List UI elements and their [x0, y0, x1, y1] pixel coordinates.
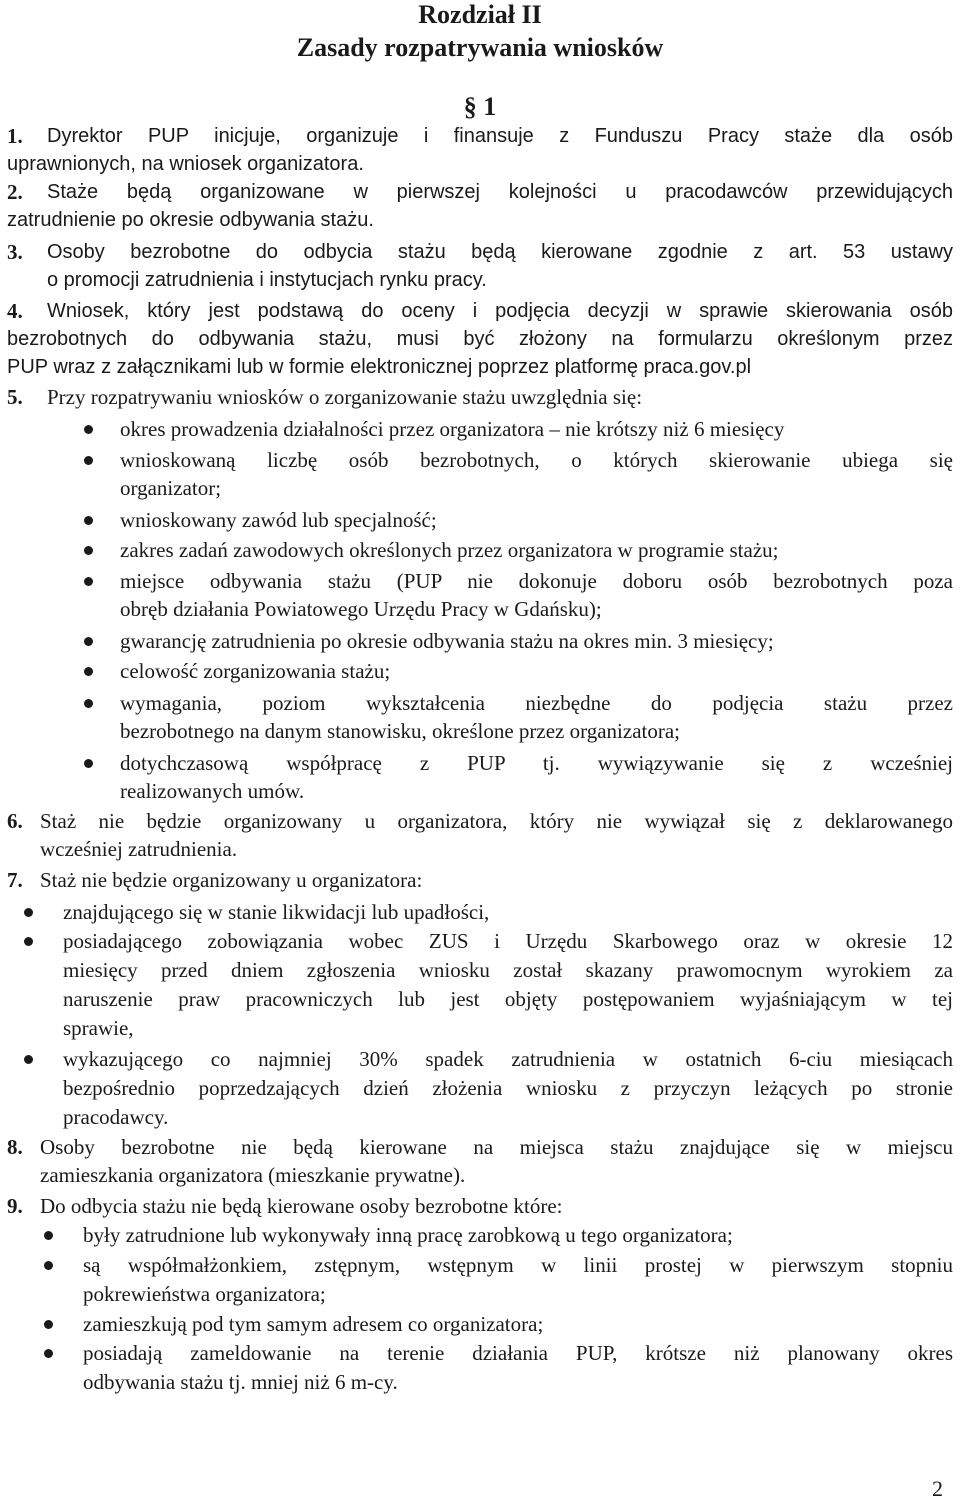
bullet-icon	[84, 456, 93, 465]
item-number: 4.	[7, 299, 23, 323]
item-text-line: wcześniej zatrudnienia.	[40, 837, 238, 861]
list-item-line: posiadają zameldowanie na terenie działania PUP, krótsze niż planowany okres	[83, 1341, 953, 1365]
item-text-line: Przy rozpatrywaniu wniosków o zorganizowanie stażu uwzględnia się:	[47, 385, 643, 409]
list-item-line: obręb działania Powiatowego Urzędu Pracy w Gdańsku);	[120, 597, 602, 621]
item-text-line: Osoby bezrobotne nie będą kierowane na miejsca stażu znajdujące się w miejscu	[40, 1135, 953, 1159]
list-item-line: zakres zadań zawodowych określonych przez organizatora w programie stażu;	[120, 538, 779, 562]
list-item-line: pokrewieństwa organizatora;	[83, 1282, 326, 1306]
item-number: 5.	[7, 385, 23, 409]
bullet-icon	[44, 1261, 53, 1270]
item-text-line: uprawnionych, na wniosek organizatora.	[7, 153, 364, 175]
bullet-icon	[84, 577, 93, 586]
list-item-line: wykazującego co najmniej 30% spadek zatrudnienia w ostatnich 6-ciu miesiącach	[63, 1047, 953, 1071]
bullet-icon	[44, 1320, 53, 1329]
bullet-icon	[84, 637, 93, 646]
item-number: 2.	[7, 180, 23, 204]
item-text-line: Staż nie będzie organizowany u organizatora, który nie wywiązał się z deklarowanego	[40, 809, 953, 833]
bullet-icon	[24, 908, 33, 917]
list-item-line: bezpośrednio poprzedzających dzień złożenia wniosku z przyczyn leżących po stronie	[63, 1076, 953, 1100]
list-item-line: miejsce odbywania stażu (PUP nie dokonuje doboru osób bezrobotnych poza	[120, 569, 953, 593]
list-item-line: miesięcy przed dniem zgłoszenia wniosku został skazany prawomocnym wyrokiem za	[63, 958, 953, 982]
page-number: 2	[932, 1476, 943, 1501]
item-number: 6.	[7, 809, 23, 833]
item-text-line: Wniosek, który jest podstawą do oceny i podjęcia decyzji w sprawie skierowania osób	[47, 300, 953, 322]
list-item-line: znajdującego się w stanie likwidacji lub upadłości,	[63, 900, 490, 924]
item-text-line: PUP wraz z załącznikami lub w formie elektronicznej poprzez platformę praca.gov.pl	[7, 356, 752, 378]
item-text-line: Dyrektor PUP inicjuje, organizuje i finansuje z Funduszu Pracy staże dla osób	[47, 125, 953, 147]
list-item-line: gwarancję zatrudnienia po okresie odbywania stażu na okres min. 3 miesięcy;	[120, 629, 774, 653]
item-text-line: Osoby bezrobotne do odbycia stażu będą kierowane zgodnie z art. 53 ustawy	[47, 241, 953, 263]
list-item-line: sprawie,	[63, 1016, 134, 1040]
item-number: 9.	[7, 1194, 23, 1218]
item-text-line: bezrobotnych do odbywania stażu, musi być złożony na formularzu określonym przez	[7, 328, 953, 350]
bullet-icon	[84, 667, 93, 676]
list-item-line: odbywania stażu tj. mniej niż 6 m-cy.	[83, 1370, 398, 1394]
list-item-line: wymagania, poziom wykształcenia niezbędne do podjęcia stażu przez	[120, 691, 953, 715]
bullet-icon	[84, 546, 93, 555]
list-item-line: są współmałżonkiem, zstępnym, wstępnym w linii prostej w pierwszym stopniu	[83, 1253, 953, 1277]
item-text-line: zamieszkania organizatora (mieszkanie prywatne).	[40, 1163, 466, 1187]
list-item-line: naruszenie praw pracowniczych lub jest objęty postępowaniem wyjaśniającym w tej	[63, 987, 953, 1011]
list-item-line: realizowanych umów.	[120, 779, 305, 803]
item-number: 8.	[7, 1135, 23, 1159]
section-mark: § 1	[463, 92, 497, 121]
bullet-icon	[44, 1349, 53, 1358]
item-number: 7.	[7, 868, 23, 892]
bullet-icon	[84, 516, 93, 525]
list-item-line: dotychczasową współpracę z PUP tj. wywiązywanie się z wcześniej	[120, 751, 953, 775]
chapter-subtitle: Zasady rozpatrywania wniosków	[296, 33, 664, 62]
chapter-title: Rozdział II	[418, 0, 542, 29]
item-number: 1.	[7, 124, 23, 148]
list-item-line: wnioskowany zawód lub specjalność;	[120, 508, 437, 532]
bullet-icon	[24, 937, 33, 946]
list-item-line: bezrobotnego na danym stanowisku, określone przez organizatora;	[120, 719, 681, 743]
item-text-line: Do odbycia stażu nie będą kierowane osoby bezrobotne które:	[40, 1194, 563, 1218]
bullet-icon	[84, 425, 93, 434]
bullet-icon	[24, 1055, 33, 1064]
list-item-line: posiadającego zobowiązania wobec ZUS i Urzędu Skarbowego oraz w okresie 12	[63, 929, 953, 953]
bullet-icon	[84, 759, 93, 768]
item-text-line: zatrudnienie po okresie odbywania stażu.	[7, 209, 374, 231]
bullet-icon	[44, 1231, 53, 1240]
list-item-line: organizator;	[120, 476, 222, 500]
item-text-line: Staże będą organizowane w pierwszej kolejności u pracodawców przewidujących	[47, 181, 953, 203]
item-text-line: Staż nie będzie organizowany u organizatora:	[40, 868, 423, 892]
item-number: 3.	[7, 240, 23, 264]
list-item-line: były zatrudnione lub wykonywały inną pracę zarobkową u tego organizatora;	[83, 1223, 733, 1247]
bullet-icon	[84, 699, 93, 708]
list-item-line: celowość zorganizowania stażu;	[120, 659, 391, 683]
list-item-line: wnioskowaną liczbę osób bezrobotnych, o których skierowanie ubiega się	[120, 448, 953, 472]
list-item-line: okres prowadzenia działalności przez organizatora – nie krótszy niż 6 miesięcy	[120, 417, 785, 441]
list-item-line: zamieszkują pod tym samym adresem co organizatora;	[83, 1312, 544, 1336]
list-item-line: pracodawcy.	[63, 1105, 169, 1129]
item-text-line: o promocji zatrudnienia i instytucjach rynku pracy.	[47, 269, 487, 291]
